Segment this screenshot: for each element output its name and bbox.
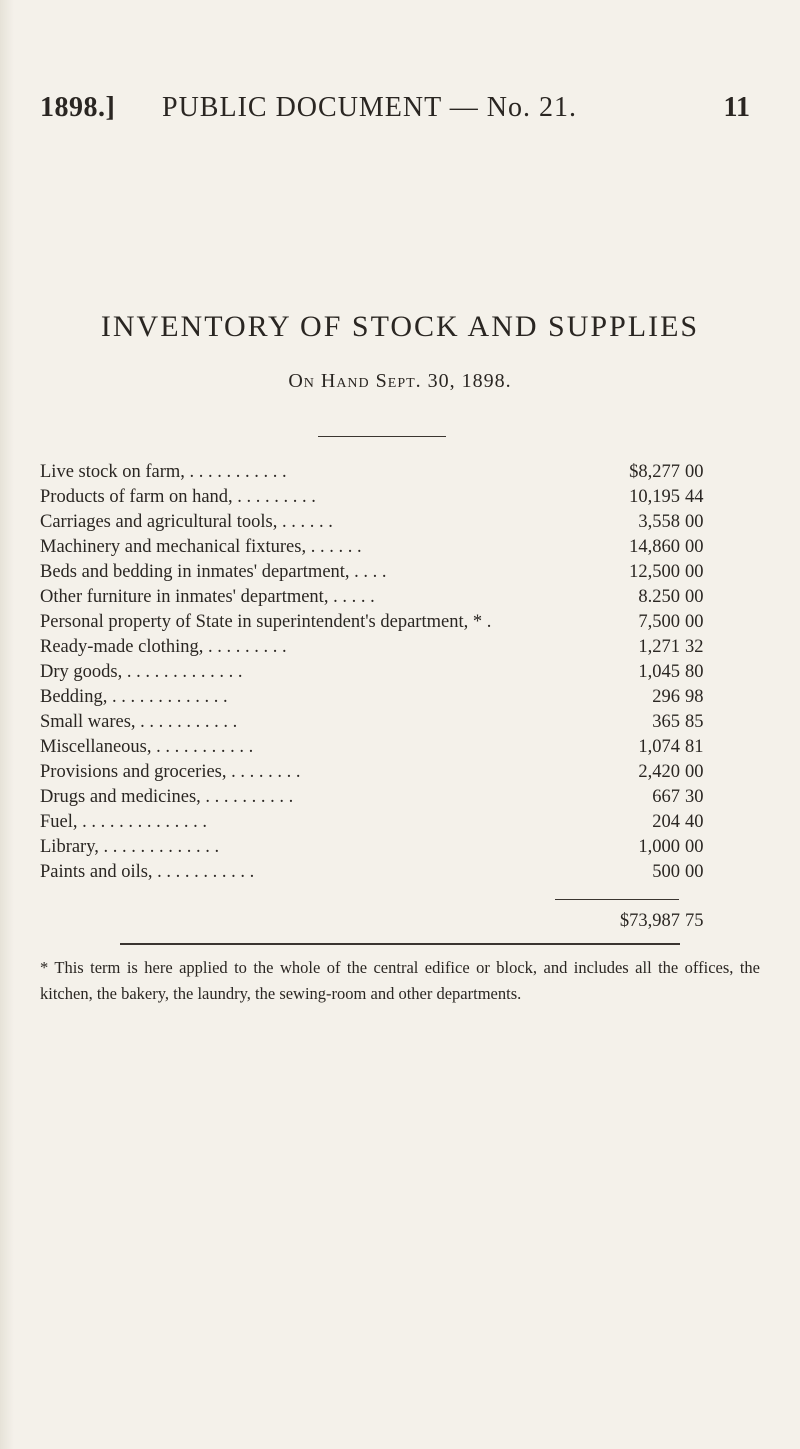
item-label: Ready-made clothing, . . . . . . . . . [40,637,287,657]
item-cents: 00 [685,562,704,582]
item-label: Machinery and mechanical fixtures, . . . . . . [40,537,362,557]
item-dollars: $8,277 [629,462,680,482]
table-row [40,685,760,710]
item-dollars: 7,500 [638,612,680,632]
item-cents: 00 [685,862,704,882]
item-dollars: 12,500 [629,562,680,582]
table-row [40,835,760,860]
table-row [40,660,760,685]
table-row [40,710,760,735]
table-row [40,460,760,485]
item-label: Miscellaneous, . . . . . . . . . . . [40,737,254,757]
table-row [40,610,760,635]
item-cents: 85 [685,712,704,732]
footnote: * This term is here applied to the whole of the central edifice or block, and includes all the offices, the kitchen, the bakery, the laundry, the sewing-room and other departments. [40,958,760,1003]
page-subtitle: On Hand Sept. 30, 1898. [288,370,512,392]
item-cents: 00 [685,837,704,857]
item-cents: 32 [685,637,704,657]
item-cents: 30 [685,787,704,807]
item-cents: 80 [685,662,704,682]
item-label: Live stock on farm, . . . . . . . . . . . [40,462,287,482]
total-divider [555,899,679,900]
item-label: Drugs and medicines, . . . . . . . . . . [40,787,294,807]
item-dollars: 10,195 [629,487,680,507]
item-dollars: 500 [652,862,680,882]
item-cents: 00 [685,537,704,557]
item-dollars: 2,420 [638,762,680,782]
table-row [40,810,760,835]
item-cents: 44 [685,487,704,507]
item-dollars: 8.250 [638,587,680,607]
running-head-title: PUBLIC DOCUMENT — No. 21. [162,92,577,123]
item-cents: 00 [685,612,704,632]
total-cents: 75 [685,911,704,931]
total-row [40,908,760,934]
table-row [40,635,760,660]
item-cents: 00 [685,462,704,482]
table-row [40,860,760,885]
item-dollars: 1,045 [638,662,680,682]
item-label: Carriages and agricultural tools, . . . . . . [40,512,333,532]
item-cents: 00 [685,587,704,607]
item-label: Dry goods, . . . . . . . . . . . . . [40,662,243,682]
item-label: Other furniture in inmates' department, . . . . . [40,587,375,607]
item-label: Bedding, . . . . . . . . . . . . . [40,687,228,707]
item-label: Beds and bedding in inmates' department, . . . . [40,562,387,582]
table-row [40,485,760,510]
item-dollars: 667 [652,787,680,807]
table-row [40,785,760,810]
item-dollars: 204 [652,812,680,832]
page-number: 11 [723,92,750,123]
table-row [40,535,760,560]
item-label: Small wares, . . . . . . . . . . . [40,712,238,732]
title-divider [318,436,446,437]
table-row [40,510,760,535]
item-label: Personal property of State in superintendent's department, * . [40,612,492,632]
item-cents: 00 [685,512,704,532]
item-label: Library, . . . . . . . . . . . . . [40,837,220,857]
item-label: Provisions and groceries, . . . . . . . . [40,762,301,782]
table-row [40,585,760,610]
item-dollars: 1,271 [638,637,680,657]
item-label: Products of farm on hand, . . . . . . . . . [40,487,316,507]
page-edge-shadow [0,0,14,1449]
running-head [40,92,750,128]
table-row [40,560,760,585]
inventory-table [40,460,760,885]
item-cents: 98 [685,687,704,707]
table-row [40,735,760,760]
page-title: INVENTORY OF STOCK AND SUPPLIES [100,310,700,343]
item-dollars: 296 [652,687,680,707]
item-dollars: 3,558 [638,512,680,532]
item-dollars: 1,000 [638,837,680,857]
item-cents: 81 [685,737,704,757]
item-dollars: 365 [652,712,680,732]
item-dollars: 14,860 [629,537,680,557]
item-dollars: 1,074 [638,737,680,757]
footnote-divider [120,943,680,945]
item-cents: 40 [685,812,704,832]
item-label: Paints and oils, . . . . . . . . . . . [40,862,255,882]
item-cents: 00 [685,762,704,782]
item-label: Fuel, . . . . . . . . . . . . . . [40,812,208,832]
running-head-year: 1898.] [40,92,116,123]
table-row [40,760,760,785]
total-dollars: $73,987 [619,911,680,931]
